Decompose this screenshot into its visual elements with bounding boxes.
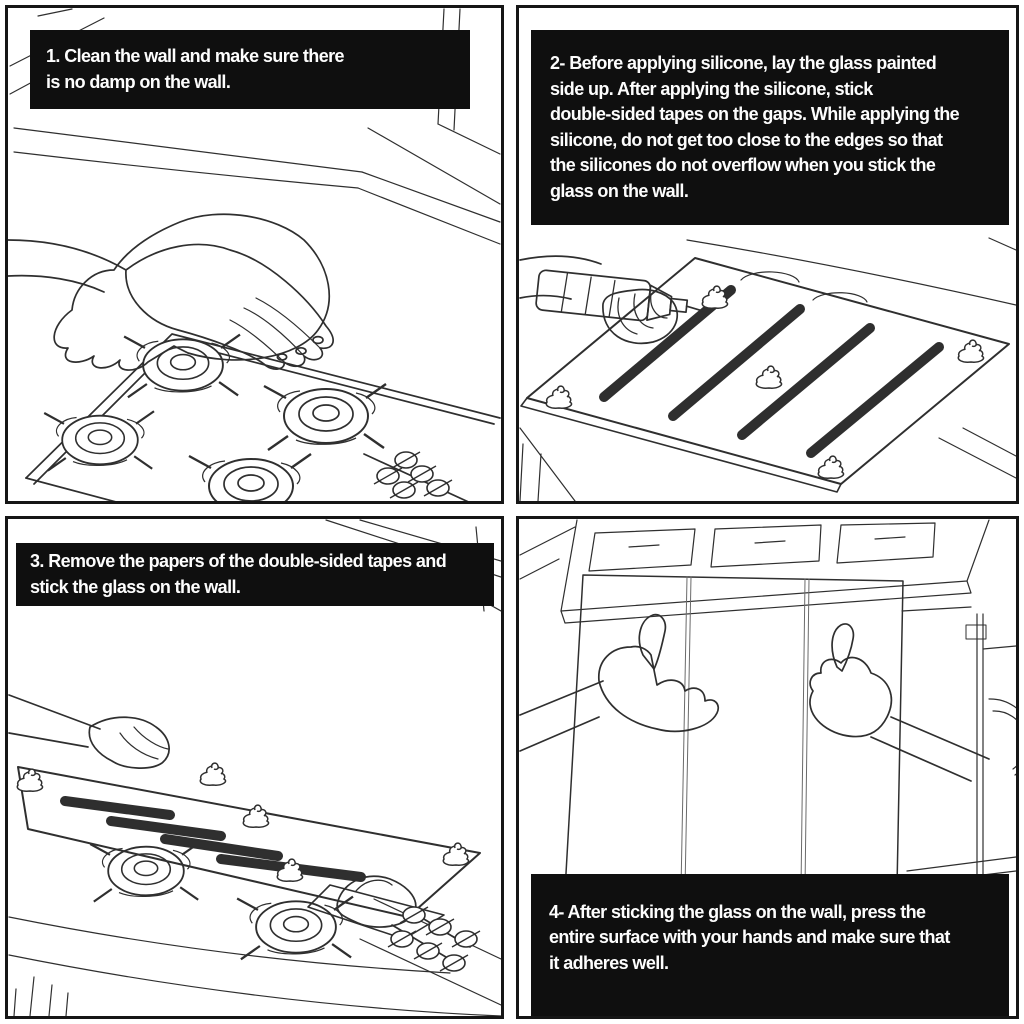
caption-line: glass on the wall. xyxy=(550,180,689,201)
step-4-caption xyxy=(531,874,1009,1017)
caption-line: the silicones do not overflow when you stick the xyxy=(550,155,936,175)
panel-step-3 xyxy=(5,516,504,1019)
caption-line: 1. Clean the wall and make sure there xyxy=(46,46,344,66)
caption-line: 3. Remove the papers of the double-sided tapes and xyxy=(30,551,447,571)
caption-line: side up. After applying the silicone, stick xyxy=(550,78,873,99)
panel-step-1 xyxy=(5,5,504,504)
step-2-caption xyxy=(531,30,1009,225)
caption-line: it adheres well. xyxy=(549,952,669,973)
caption-line: stick the glass on the wall. xyxy=(30,576,241,597)
caption-line: double-sided tapes on the gaps. While applying the xyxy=(550,104,960,124)
wall-right xyxy=(902,607,1016,883)
panel-step-2 xyxy=(516,5,1019,504)
caption-line: 4- After sticking the glass on the wall, press the xyxy=(549,901,926,922)
range-hood xyxy=(520,520,989,623)
panel-step-4 xyxy=(516,516,1019,1019)
caption-line: silicone, do not get too close to the edges so that xyxy=(550,129,943,150)
caption-line: 2- Before applying silicone, lay the glass painted xyxy=(550,53,937,73)
step-3-caption xyxy=(16,543,494,606)
caption-line: is no damp on the wall. xyxy=(46,71,231,92)
right-hand-peeling-paper xyxy=(337,876,470,963)
glass-panel-face-up xyxy=(521,258,1009,492)
step-1-caption xyxy=(30,30,470,109)
caption-line: entire surface with your hands and make sure that xyxy=(549,927,950,947)
left-hand-holding-glass xyxy=(9,695,169,768)
patterned-glass-on-wall xyxy=(565,575,903,891)
